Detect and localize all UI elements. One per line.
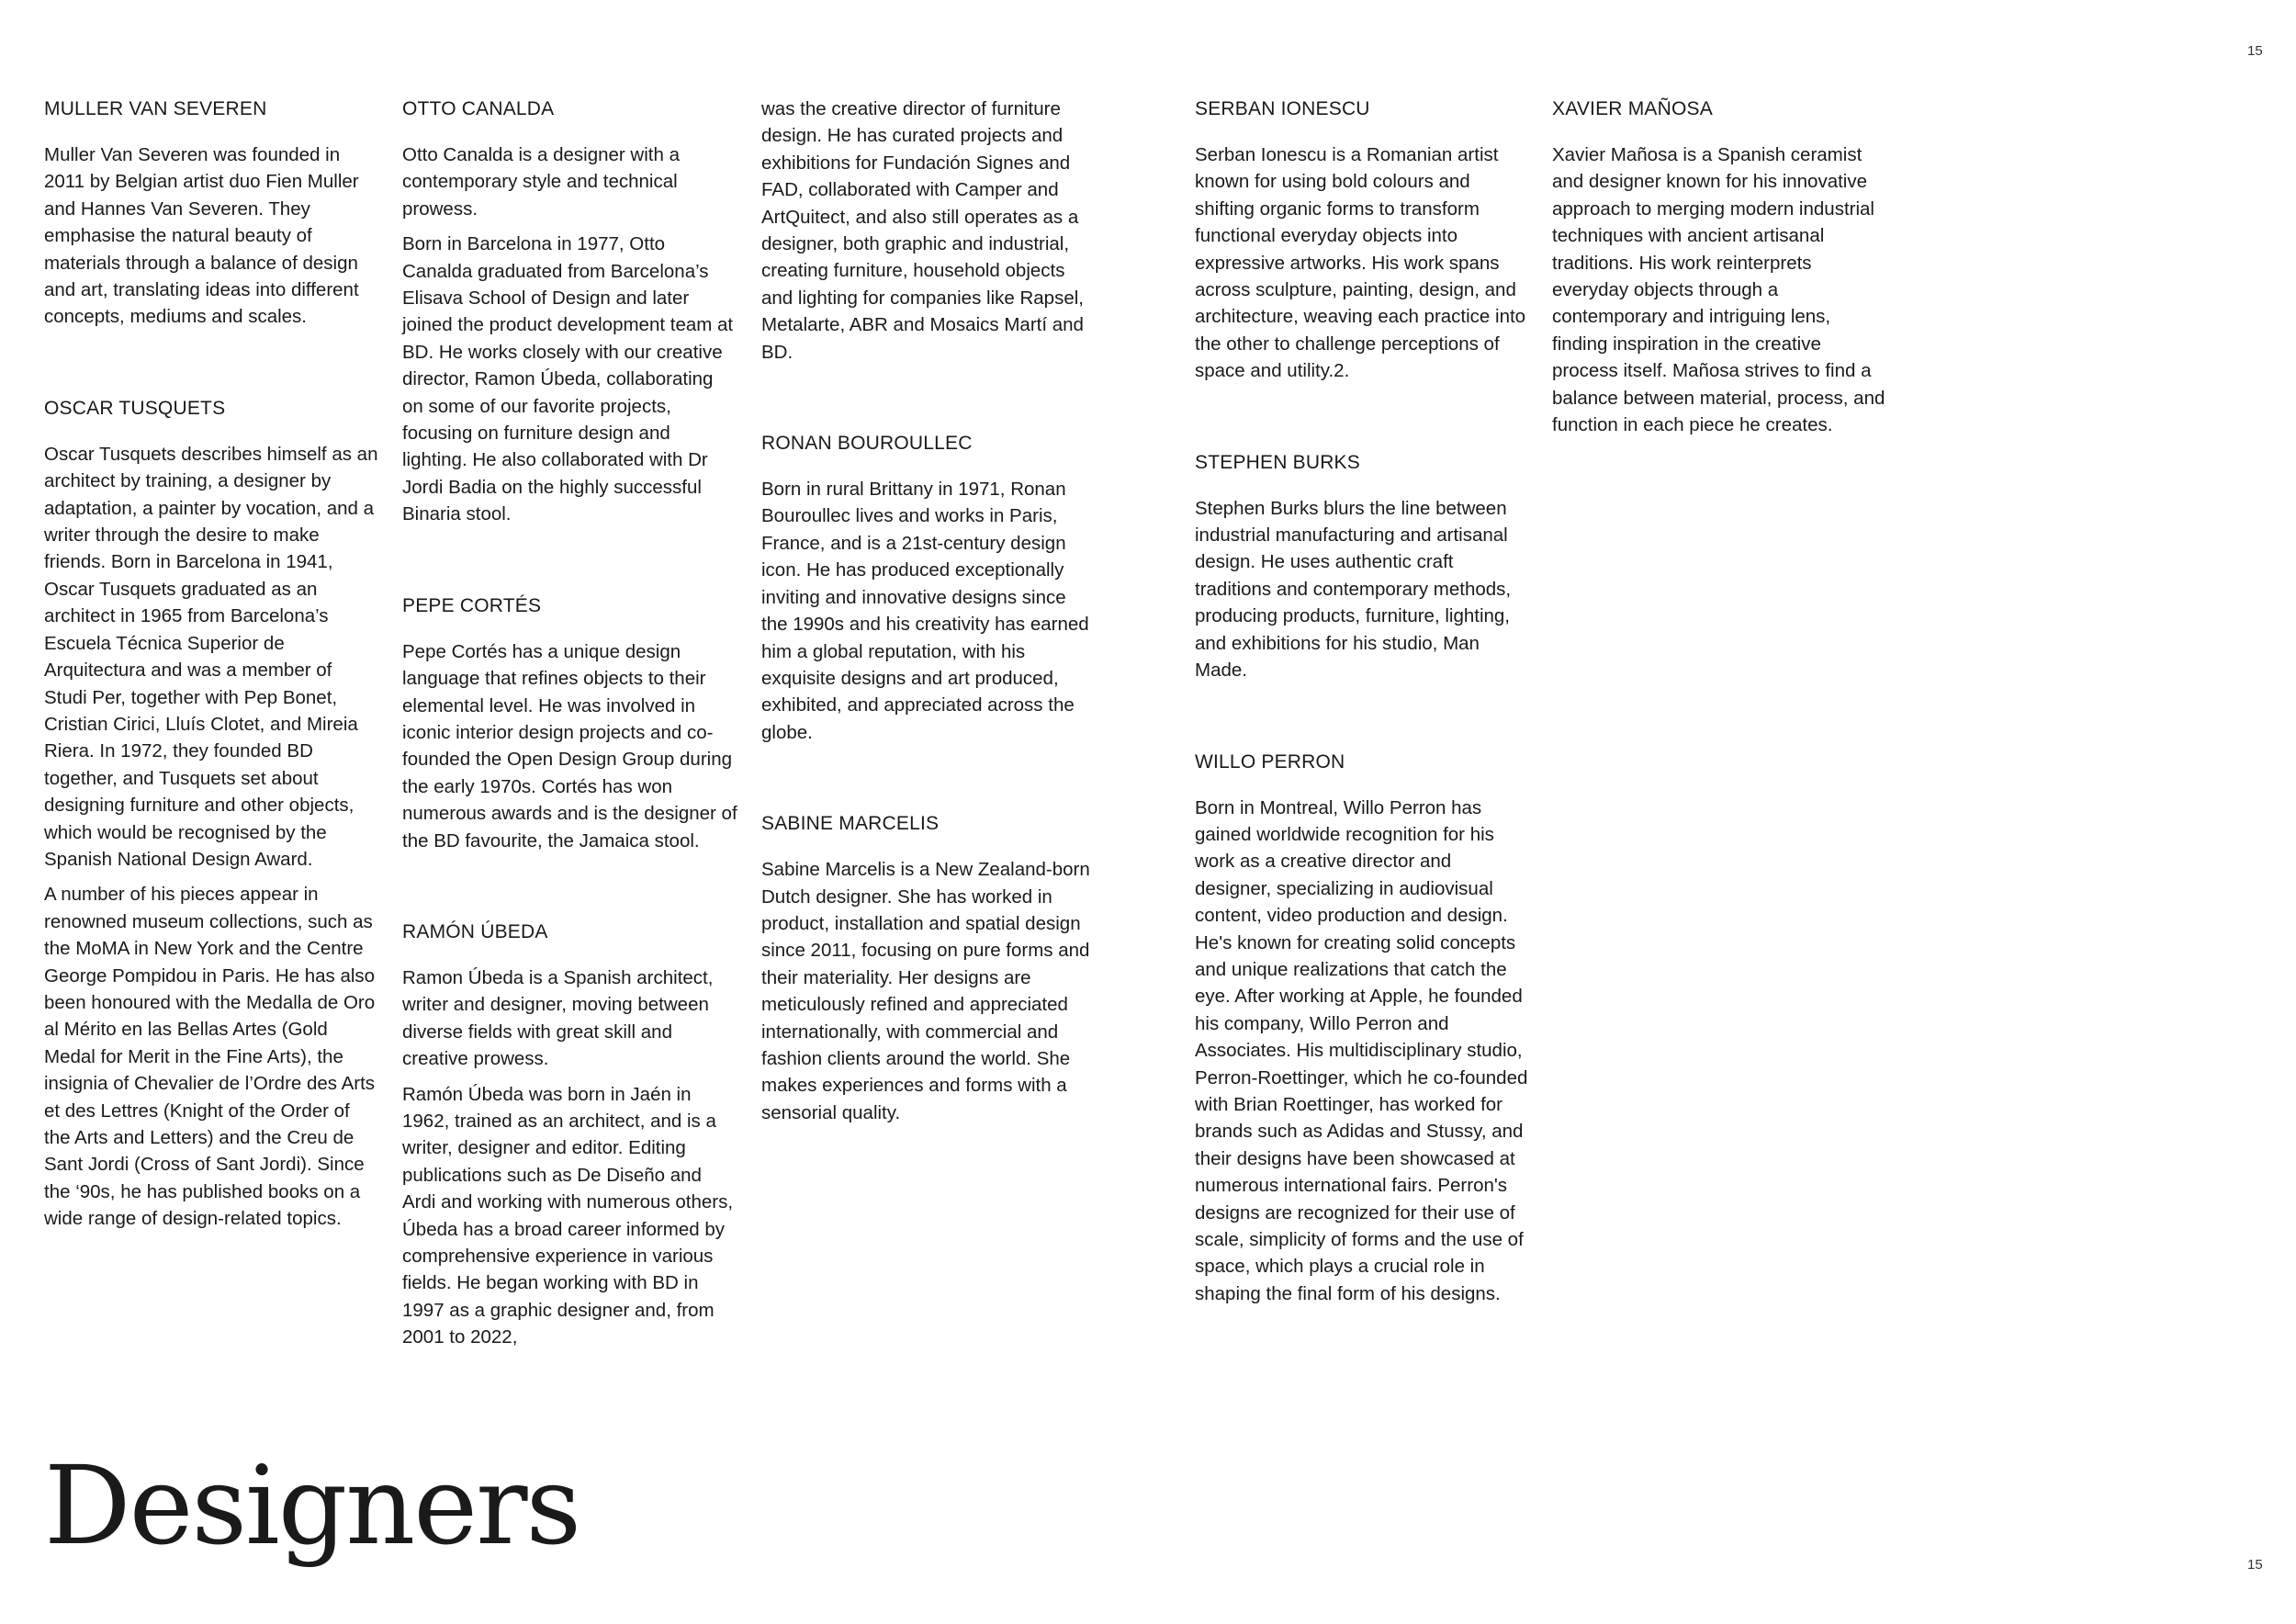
designer-bio: Oscar Tusquets describes himself as an architect by training, a designer by adaptation, a painter by vocation, and a writer through the desire to make friends. Born in Barcelona in 1941, Oscar Tusquets graduated as an architect in 1965 from Barcelona’s Escuela Técnica Superior de Arquitectura and was a member of Studi Per, together with Pep Bonet, Cristian Cirici, Lluís Clotet, and Mireia Riera. In 1972, they founded BD together, and Tusquets set about designing furniture and other objects, which would be recognised by the Spanish National Design Award. (44, 443, 378, 870)
designer-bio: was the creative director of furniture design. He has curated projects and exhibitions for Fundación Signes and FAD, collaborated with Camper and ArtQuitect, and also still operates as a designer, both graphic and industrial, creating furniture, household objects and lighting for companies like Rapsel, Metalarte, ABR and Mosaics Martí and BD. (761, 98, 1084, 363)
designer-column-1 (44, 96, 379, 1297)
designer-entry-continued (761, 96, 1097, 366)
designer-name: SABINE MARCELIS (761, 813, 940, 835)
page-number-top: 15 (2247, 43, 2263, 59)
page-title: Designers (44, 1442, 580, 1569)
designer-column-4 (1195, 96, 1530, 1371)
designer-entry (1195, 96, 1530, 385)
designer-entry (402, 592, 737, 854)
designer-name: OTTO CANALDA (402, 98, 555, 119)
designer-column-3 (761, 96, 1097, 1190)
designer-bio: Sabine Marcelis is a New Zealand-born Dutch designer. She has worked in product, installation and spatial design since 2011, focusing on pure forms and their materiality. Her designs are meticulously refined and appreciated internationally, with commercial and fashion clients around the world. She makes experiences and forms with a sensorial quality. (761, 859, 1090, 1123)
designer-column-2 (402, 96, 737, 1415)
designer-bio: Born in Montreal, Willo Perron has gained worldwide recognition for his work as a creative director and designer, specializing in audiovisual content, video production and design. He's known for creating solid concepts and unique realizations that catch the eye. After working at Apple, he founded his company, Willo Perron and Associates. His multidisciplinary studio, Perron-Roettinger, which he co-founded with Brian Roettinger, has worked for brands such as Adidas and Stussy, and their designs have been showcased at numerous international fairs. Perron's designs are recognized for their use of scale, simplicity of forms and the use of space, which plays a crucial role in shaping the final form of his designs. (1195, 796, 1528, 1304)
designer-column-5 (1552, 96, 1887, 502)
designer-bio: Ramón Úbeda was born in Jaén in 1962, trained as an architect, and is a writer, designer and editor. Editing publications such as De Diseño and Ardi and working with numerous others, Úbeda has a broad career informed by comprehensive experience in various fields. He began working with BD in 1997 as a graphic designer and, from 2001 to 2022, (402, 1083, 734, 1348)
designer-bio: A number of his pieces appear in renowned museum collections, such as the MoMA in New York and the Centre George Pompidou in Paris. He has also been honoured with the Medalla de Oro al Mérito en las Bellas Artes (Gold Medal for Merit in the Fine Arts), the insignia of Chevalier de l’Ordre des Arts et des Lettres (Knight of the Order of the Arts and Letters) and the Creu de Sant Jordi (Cross of Sant Jordi). Since the ‘90s, he has published books on a wide range of design-related topics. (44, 884, 376, 1230)
page-number-bottom: 15 (2247, 1557, 2263, 1573)
designer-entry (44, 395, 379, 1233)
designer-bio: Ramon Úbeda is a Spanish architect, writer and designer, moving between diverse fields with great skill and creative prowess. (402, 966, 714, 1070)
designer-bio: Muller Van Severen was founded in 2011 by Belgian artist duo Fien Muller and Hannes Van Severen. They emphasise the natural beauty of materials through a balance of design and art, translating ideas into different concepts, mediums and scales. (44, 144, 359, 328)
designer-entry (1195, 449, 1530, 684)
designer-name: WILLO PERRON (1195, 750, 1345, 773)
designer-name: RONAN BOUROULLEC (761, 433, 973, 455)
designer-bio: Serban Ionescu is a Romanian artist known for using bold colours and shifting organic forms to transform functional everyday objects into expressive artworks. His work spans across sculpture, painting, design, and architecture, weaving each practice into the other to challenge perceptions of space and utility.2. (1195, 144, 1526, 382)
designer-entry (44, 96, 379, 331)
designer-name: STEPHEN BURKS (1195, 451, 1360, 473)
designer-entry (1195, 749, 1530, 1308)
designer-name: OSCAR TUSQUETS (44, 397, 226, 419)
designer-name: MULLER VAN SEVEREN (44, 98, 267, 119)
designer-bio: Stephen Burks blurs the line between industrial manufacturing and artisanal design. He uses authentic craft traditions and contemporary methods, producing products, furniture, lighting, and exhibitions for his studio, Man Made. (1195, 497, 1512, 682)
designer-bio: Born in Barcelona in 1977, Otto Canalda graduated from Barcelona’s Elisava School of Design and later joined the product development team at BD. He works closely with our creative director, Ramon Úbeda, collaborating on some of our favorite projects, focusing on furniture design and lighting. He also collaborated with Dr Jordi Badia on the highly successful Binaria stool. (402, 233, 734, 525)
designer-bio: Xavier Mañosa is a Spanish ceramist and designer known for his innovative approach to merging modern industrial techniques with ancient artisanal traditions. His work reinterprets everyday objects through a contemporary and intriguing lens, finding inspiration in the creative process itself. Mañosa strives to find a balance between material, process, and function in each piece he creates. (1552, 144, 1885, 436)
designer-entry (1552, 96, 1887, 438)
designer-name: SERBAN IONESCU (1195, 98, 1370, 119)
designer-name: PEPE CORTÉS (402, 594, 542, 616)
designer-entry (761, 810, 1097, 1126)
designer-entry (402, 919, 737, 1351)
designer-bio: Otto Canalda is a designer with a contemporary style and technical prowess. (402, 144, 680, 220)
designer-bio: Born in rural Brittany in 1971, Ronan Bouroullec lives and works in Paris, France, and is a 21st-century design icon. He has produced exceptionally inviting and innovative designs since the 1990s and his creativity has earned him a global reputation, with his exquisite designs and art produced, exhibited, and appreciated across the globe. (761, 479, 1089, 743)
designer-name: RAMÓN ÚBEDA (402, 920, 548, 942)
designer-bio: Pepe Cortés has a unique design language that refines objects to their elemental level. He was involved in iconic interior design projects and co-founded the Open Design Group during the early 1970s. Cortés has won numerous awards and is the designer of the BD favourite, the Jamaica stool. (402, 640, 737, 851)
designer-entry (402, 96, 737, 528)
designer-name: XAVIER MAÑOSA (1552, 98, 1713, 119)
designer-entry (761, 430, 1097, 746)
